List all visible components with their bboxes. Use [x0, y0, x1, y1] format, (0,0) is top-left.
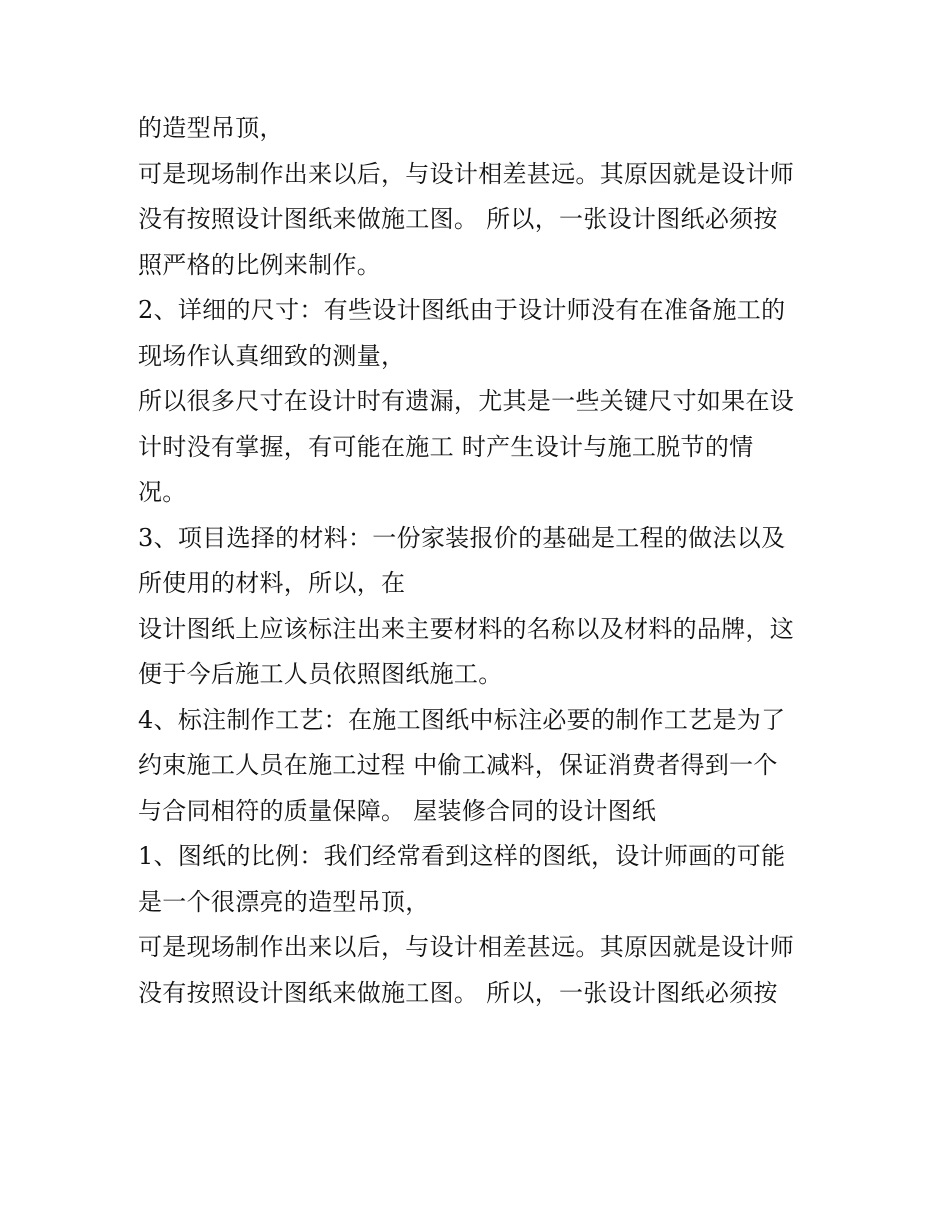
text-line: 约束施工人员在施工过程 中偷工减料，保证消费者得到一个	[138, 751, 778, 779]
text-line: 况。	[138, 478, 187, 506]
text-line: 现场作认真细致的测量，	[138, 341, 406, 370]
text-line: 照严格的比例来制作。	[138, 250, 381, 279]
text-line: 3、项目选择的材料：一份家装报价的基础是工程的做法以及	[138, 523, 786, 552]
text-line: 没有按照设计图纸来做施工图。 所以，一张设计图纸必须按	[138, 205, 778, 233]
text-line: 所以很多尺寸在设计时有遗漏，尤其是一些关键尺寸如果在设	[138, 387, 795, 415]
text-line: 4、标注制作工艺：在施工图纸中标注必要的制作工艺是为了	[138, 705, 786, 734]
text-line: 设计图纸上应该标注出来主要材料的名称以及材料的品牌，这	[138, 614, 795, 643]
text-line: 可是现场制作出来以后，与设计相差甚远。其原因就是设计师	[138, 933, 795, 961]
text-line: 2、详细的尺寸：有些设计图纸由于设计师没有在准备施工的	[138, 296, 786, 324]
text-line: 计时没有掌握，有可能在施工 时产生设计与施工脱节的情	[138, 432, 754, 461]
text-line: 没有按照设计图纸来做施工图。 所以，一张设计图纸必须按	[138, 978, 778, 1007]
text-line: 的造型吊顶，	[138, 114, 284, 142]
document-body	[138, 106, 828, 1016]
text-line: 所使用的材料，所以，在	[138, 569, 406, 597]
text-line: 与合同相符的质量保障。 屋装修合同的设计图纸	[138, 796, 657, 825]
text-line: 1、图纸的比例：我们经常看到这样的图纸，设计师画的可能	[138, 842, 786, 870]
text-line: 是一个很漂亮的造型吊顶，	[138, 887, 430, 916]
text-line: 便于今后施工人员依照图纸施工。	[138, 660, 503, 688]
text-line: 可是现场制作出来以后，与设计相差甚远。其原因就是设计师	[138, 159, 795, 188]
